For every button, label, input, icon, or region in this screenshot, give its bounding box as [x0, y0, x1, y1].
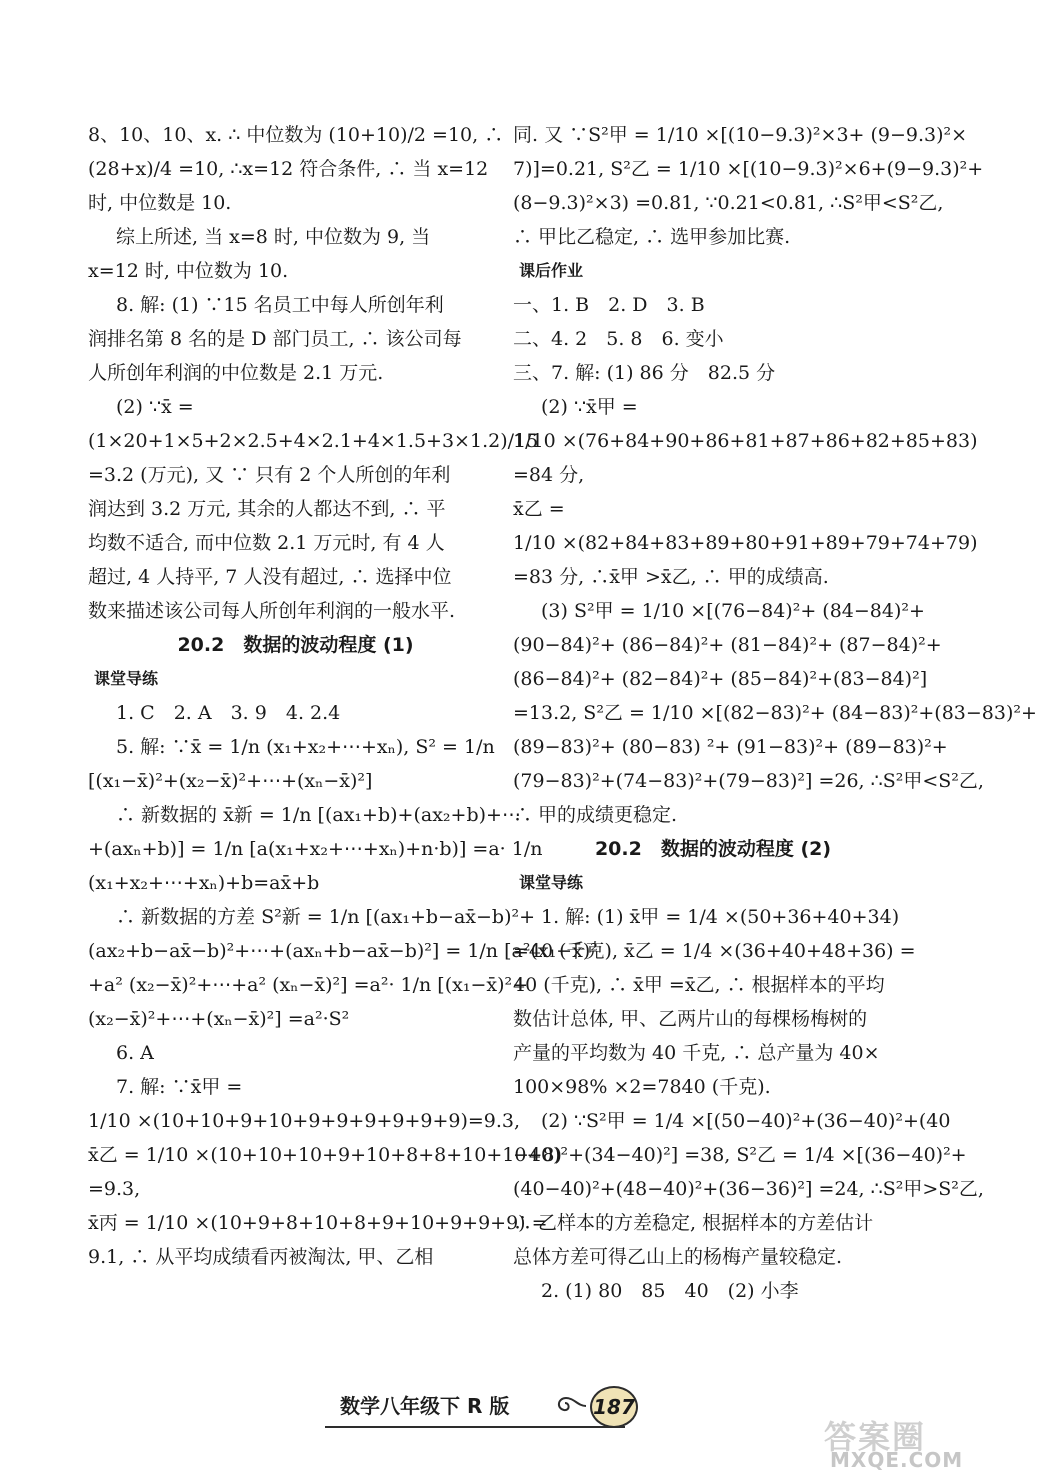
text-line: =9.3, — [88, 1178, 141, 1200]
text-line: 一、1. B 2. D 3. B — [513, 294, 705, 316]
formula-line: (x₁+x₂+⋯+xₙ)+b=ax̄+b — [88, 872, 320, 894]
text-line: 6. A — [116, 1042, 154, 1064]
text-line: 数估计总体, 甲、乙两片山的每棵杨梅树的 — [513, 1008, 868, 1030]
subsection-title: 课堂导练 — [94, 669, 159, 688]
text-line: 1. C 2. A 3. 9 4. 2.4 — [116, 702, 341, 724]
formula-line: ∴ 新数据的 x̄新 = 1/n [(ax₁+b)+(ax₂+b)+⋯ — [116, 804, 521, 826]
text-line: =83 分, ∴x̄甲 >x̄乙, ∴ 甲的成绩高. — [513, 566, 829, 588]
text-line: =3.2 (万元), 又 ∵ 只有 2 个人所创的年利 — [88, 464, 451, 486]
text-line: 二、4. 2 5. 8 6. 变小 — [513, 328, 724, 350]
text-line: 三、7. 解: (1) 86 分 82.5 分 — [513, 362, 776, 384]
formula-line: (89−83)²+ (80−83) ²+ (91−83)²+ (89−83)²+ — [513, 736, 948, 758]
text-line: (2) ∵x̄ = — [116, 396, 194, 418]
formula-line: ∴ 新数据的方差 S²新 = 1/n [(ax₁+b−ax̄−b)²+ — [116, 906, 536, 928]
section-title: 20.2 数据的波动程度 (2) — [594, 838, 832, 860]
text-line: x=12 时, 中位数为 10. — [88, 260, 289, 282]
text-line: 9.1, ∴ 从平均成绩看丙被淘汰, 甲、乙相 — [88, 1246, 434, 1268]
formula-line: (90−84)²+ (86−84)²+ (81−84)²+ (87−84)²+ — [513, 634, 942, 656]
text-line: 100×98% ×2=7840 (千克). — [513, 1076, 771, 1098]
formula-line: −40)²+(34−40)²] =38, S²乙 = 1/4 ×[(36−40)²+ — [513, 1144, 967, 1166]
text-line: 产量的平均数为 40 千克, ∴ 总产量为 40× — [513, 1042, 880, 1064]
section-title: 20.2 数据的波动程度 (1) — [177, 634, 414, 656]
formula-line: (2) ∵S²甲 = 1/4 ×[(50−40)²+(36−40)²+(40 — [541, 1110, 951, 1132]
text-line: 5. 解: ∵x̄ = 1/n (x₁+x₂+⋯+xₙ), S² = 1/n — [116, 736, 495, 758]
formula-line: (ax₂+b−ax̄−b)²+⋯+(axₙ+b−ax̄−b)²] = 1/n [a²(x₁−x̄)² — [88, 940, 598, 962]
text-line: 40 (千克), ∴ x̄甲 =x̄乙, ∴ 根据样本的平均 — [513, 974, 885, 996]
text-line: 8、10、10、x. ∴ 中位数为 (10+10)/2 =10, ∴ — [88, 124, 504, 146]
text-line: 2. (1) 80 85 40 (2) 小李 — [541, 1280, 799, 1302]
watermark-site: MXQE.COM — [830, 1448, 964, 1472]
subsection-title: 课后作业 — [519, 261, 584, 280]
formula-line: (8−9.3)²×3) =0.81, ∵0.21<0.81, ∴S²甲<S²乙, — [513, 192, 944, 214]
formula-line: =13.2, S²乙 = 1/10 ×[(82−83)²+ (84−83)²+(83−83)²+ — [513, 702, 1037, 724]
formula-line: +(axₙ+b)] = 1/n [a(x₁+x₂+⋯+xₙ)+n·b)] =a· 1/n — [88, 838, 543, 860]
formula-line: (1×20+1×5+2×2.5+4×2.1+4×1.5+3×1.2)/15 — [88, 430, 539, 452]
text-line: =84 分, — [513, 464, 585, 486]
formula-line: x̄丙 = 1/10 ×(10+9+8+10+8+9+10+9+9+9) = — [88, 1212, 548, 1234]
text-line: 人所创年利润的中位数是 2.1 万元. — [88, 362, 384, 384]
formula-line: =40 (千克), x̄乙 = 1/4 ×(36+40+48+36) = — [513, 940, 916, 962]
text-line: 均数不适合, 而中位数 2.1 万元时, 有 4 人 — [88, 532, 445, 554]
formula-line: 1/10 ×(10+10+9+10+9+9+9+9+9+9)=9.3, — [88, 1110, 521, 1132]
formula-line: (3) S²甲 = 1/10 ×[(76−84)²+ (84−84)²+ — [541, 600, 925, 622]
formula-line: (40−40)²+(48−40)²+(36−36)²] =24, ∴S²甲>S²乙, — [513, 1178, 984, 1200]
book-title: 数学八年级下 R 版 — [340, 1394, 510, 1418]
page-footer — [325, 1386, 675, 1428]
text-line: 8. 解: (1) ∵15 名员工中每人所创年利 — [116, 294, 444, 316]
formula-line: 7)]=0.21, S²乙 = 1/10 ×[(10−9.3)²×6+(9−9.3)²+ — [513, 158, 984, 180]
formula-line: [(x₁−x̄)²+(x₂−x̄)²+⋯+(xₙ−x̄)²] — [88, 770, 373, 792]
page-number: 187 — [590, 1386, 638, 1428]
right-column — [513, 118, 1037, 1308]
text-line: (2) ∵x̄甲 = — [541, 396, 638, 418]
swirl-ornament-icon — [552, 1388, 588, 1418]
text-line: 时, 中位数是 10. — [88, 192, 232, 214]
text-line: 润排名第 8 名的是 D 部门员工, ∴ 该公司每 — [88, 328, 462, 350]
watermark — [822, 1416, 982, 1472]
text-line: ∴ 乙样本的方差稳定, 根据样本的方差估计 — [513, 1212, 874, 1234]
formula-line: (x₂−x̄)²+⋯+(xₙ−x̄)²] =a²·S² — [88, 1008, 350, 1030]
subsection-title: 课堂导练 — [519, 873, 584, 892]
formula-line: +a² (x₂−x̄)²+⋯+a² (xₙ−x̄)²] =a²· 1/n [(x₁−x̄)²+ — [88, 974, 529, 996]
text-line: ∴ 甲比乙稳定, ∴ 选甲参加比赛. — [513, 226, 791, 248]
text-line: 超过, 4 人持平, 7 人没有超过, ∴ 选择中位 — [88, 566, 452, 588]
watermark-logo: 答案圈 — [824, 1418, 927, 1456]
text-line: ∴ 甲的成绩更稳定. — [513, 804, 678, 826]
text-line: 数来描述该公司每人所创年利润的一般水平. — [88, 600, 456, 622]
formula-line: x̄乙 = 1/10 ×(10+10+10+9+10+8+8+10+10+8) — [88, 1144, 562, 1166]
text-line: 综上所述, 当 x=8 时, 中位数为 9, 当 — [116, 226, 431, 248]
text-line: (28+x)/4 =10, ∴x=12 符合条件, ∴ 当 x=12 — [88, 158, 489, 180]
footer-rule — [325, 1426, 625, 1428]
text-line: 润达到 3.2 万元, 其余的人都达不到, ∴ 平 — [88, 498, 446, 520]
formula-line: (79−83)²+(74−83)²+(79−83)²] =26, ∴S²甲<S²乙, — [513, 770, 984, 792]
formula-line: 1/10 ×(82+84+83+89+80+91+89+79+74+79) — [513, 532, 978, 554]
text-line: x̄乙 = — [513, 498, 565, 520]
text-line: 总体方差可得乙山上的杨梅产量较稳定. — [513, 1246, 843, 1268]
formula-line: 1. 解: (1) x̄甲 = 1/4 ×(50+36+40+34) — [541, 906, 900, 928]
formula-line: (86−84)²+ (82−84)²+ (85−84)²+(83−84)²] — [513, 668, 928, 690]
formula-line: 同. 又 ∵S²甲 = 1/10 ×[(10−9.3)²×3+ (9−9.3)²× — [513, 124, 968, 146]
text-line: 7. 解: ∵x̄甲 = — [116, 1076, 243, 1098]
formula-line: 1/10 ×(76+84+90+86+81+87+86+82+85+83) — [513, 430, 978, 452]
